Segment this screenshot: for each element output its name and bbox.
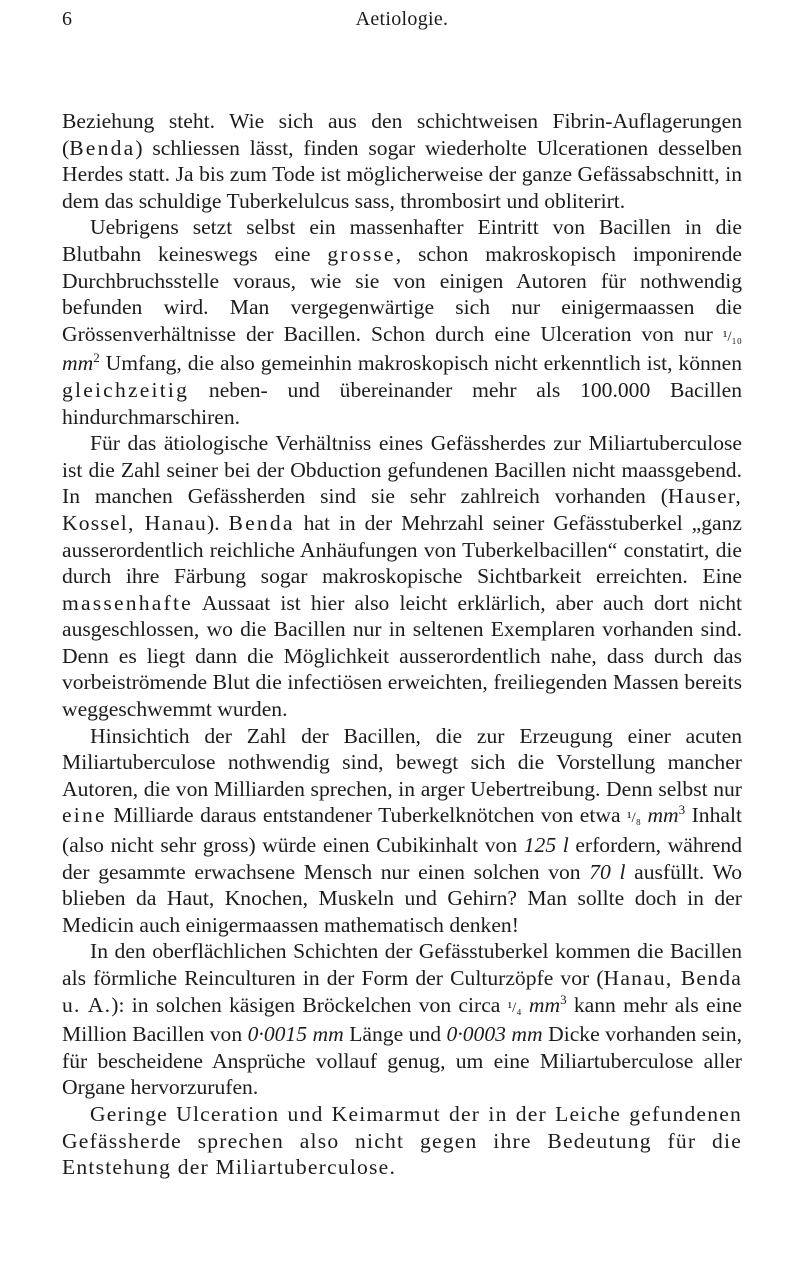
paragraph-1: Beziehung steht. Wie sich aus den schichtweisen Fibrin-Auflagerungen (Benda) schliessen lässt, finden sogar wiederholte Ulcerationen desselben Herdes statt. Ja bis zum Tode ist möglicherweise der ganze Gefässabschnitt, in dem das schuldige Tuberkelulcus sass, thrombosirt und obliterirt.: [62, 109, 742, 213]
page-header: [62, 6, 742, 36]
paragraph-4: Hinsichtich der Zahl der Bacillen, die zur Erzeugung einer acuten Miliartuberculose nothwendig sind, bewegt sich die Vorstellung mancher Autoren, die von Milliarden sprechen, in arger Uebertreibung. Denn selbst nur eine Milliarde daraus entstandener Tuberkelknötchen von etwa ¹/₈ $mm^3$ Inhalt (also nicht sehr gross) würde einen Cubikinhalt von 125 l erfordern, während der gesammte erwachsene Mensch nur einen solchen von 70 l ausfüllt. Wo blieben da Haut, Knochen, Muskeln und Gehirn? Man sollte doch in der Medicin auch einigermaassen mathematisch denken!: [62, 723, 742, 937]
paragraph-2: Uebrigens setzt selbst ein massenhafter Eintritt von Bacillen in die Blutbahn keineswegs eine grosse, schon makroskopisch imponirende Durchbruchsstelle voraus, wie sie von einigen Autoren für nothwendig befunden wird. Man vergegenwärtige sich nur einigermaassen die Grössenverhältnisse der Bacillen. Schon durch eine Ulceration von nur ¹/₁₀ $mm^2$ Umfang, die also gemeinhin makroskopisch nicht erkenntlich ist, können gleichzeitig neben- und übereinander mehr als 100.000 Bacillen hindurchmarschiren.: [62, 215, 742, 429]
authors-hanau-benda: Hanau, Benda u. A.: [62, 966, 742, 1017]
page-number: 6: [62, 8, 72, 30]
emph-grosse: grosse: [327, 241, 396, 266]
paragraph-6-conclusion: Geringe Ulceration und Keimarmut der in der Leiche gefundenen Gefässherde sprechen also nicht gegen ihre Bedeutung für die Entstehung der Miliartuberculose.: [62, 1101, 742, 1180]
emph-gleichzeitig: gleichzeitig: [62, 377, 190, 402]
body-text: [62, 108, 742, 1181]
paragraph-5: In den oberflächlichen Schichten der Gefässtuberkel kommen die Bacillen als förmliche Reinculturen in der Form der Culturzöpfe vor (Hanau, Benda u. A.): in solchen käsigen Bröckelchen von circa ¹/₄ $mm^3$ kann mehr als eine Million Bacillen von 0·0015 mm Länge und 0·0003 mm Dicke vorhanden sein, für bescheidene Ansprüche vollauf genug, um eine Miliartuberculose aller Organe hervorzurufen.: [62, 939, 743, 1100]
author-benda: Benda: [69, 135, 136, 160]
authors-hauser-kossel-hanau: Hauser, Kossel, Hanau: [62, 484, 742, 535]
paragraph-3: Für das ätiologische Verhältniss eines Gefässherdes zur Miliartuberculose ist die Zahl seiner bei der Obduction gefundenen Bacillen nicht maassgebend. In manchen Gefässherden sind sie sehr zahlreich vorhanden (Hauser, Kossel, Hanau). Benda hat in der Mehrzahl seiner Gefässtuberkel „ganz ausserordentlich reichliche Anhäufungen von Tuberkelbacillen“ constatirt, die durch ihre Färbung sogar makroskopische Sichtbarkeit erreichten. Eine massenhafte Aussaat ist hier also leicht erklärlich, aber auch dort nicht ausgeschlossen, wo die Bacillen nur in seltenen Exemplaren vorhanden sind. Denn es liegt dann die Möglichkeit ausserordentlich nahe, dass durch das vorbeiströmende Blut die infectiösen erweichten, freiliegenden Massen bereits weggeschwemmt wurden.: [62, 431, 742, 722]
running-title: Aetiologie.: [355, 8, 449, 30]
author-benda-2: Benda: [228, 510, 295, 535]
emph-massenhafte: massenhafte: [62, 590, 193, 615]
emph-eine: eine: [62, 803, 107, 828]
